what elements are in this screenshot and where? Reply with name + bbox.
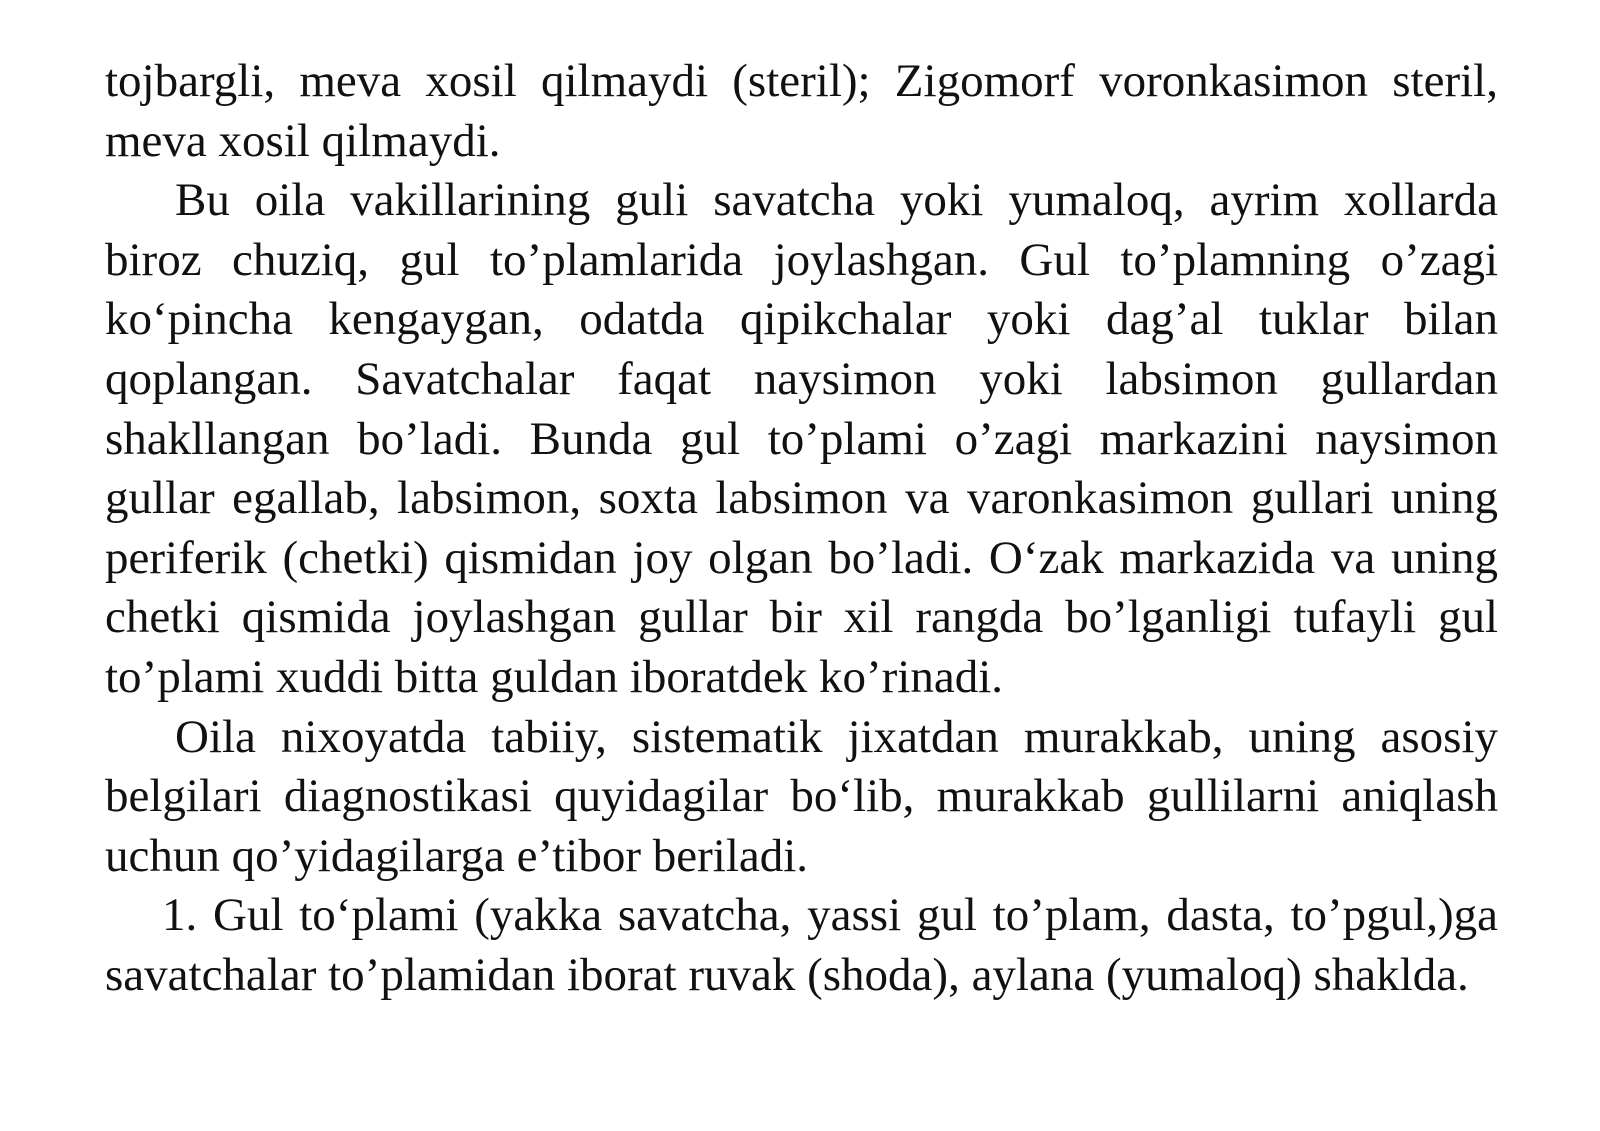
paragraph-continuation: tojbargli, meva xosil qilmaydi (steril); Zigomorf voronkasimon steril, meva xosil qilmaydi.	[105, 55, 1498, 167]
list-item-1: 1. Gul to‘plami (yakka savatcha, yassi gul to’plam, dasta, to’pgul,)ga savatchalar to’plamidan iborat ruvak (shoda), aylana (yumaloq) shaklda.	[105, 889, 1498, 1001]
paragraph-inflorescence-description: Bu oila vakillarining guli savatcha yoki yumaloq, ayrim xollarda biroz chuziq, gul to’plamlarida joylashgan. Gul to’plamning o’zagi ko‘pincha kengaygan, odatda qipikchalar yoki dag’al tuklar bilan qoplangan. Savatchalar faqat naysimon yoki labsimon gullardan shakllangan bo’ladi. Bunda gul to’plami o’zagi markazini naysimon gullar egallab, labsimon, soxta labsimon va varonkasimon gullari uning periferik (chetki) qismidan joy olgan bo’ladi. O‘zak markazida va uning chetki qismida joylashgan gullar bir xil rangda bo’lganligi tufayli gul to’plami xuddi bitta guldan iboratdek ko’rinadi.	[105, 174, 1498, 703]
document-page	[105, 52, 1498, 1006]
paragraph-family-diagnostics: Oila nixoyatda tabiiy, sistematik jixatdan murakkab, uning asosiy belgilari diagnostikasi quyidagilar bo‘lib, murakkab gullilarni aniqlash uchun qo’yidagilarga e’tibor beriladi.	[105, 710, 1498, 882]
